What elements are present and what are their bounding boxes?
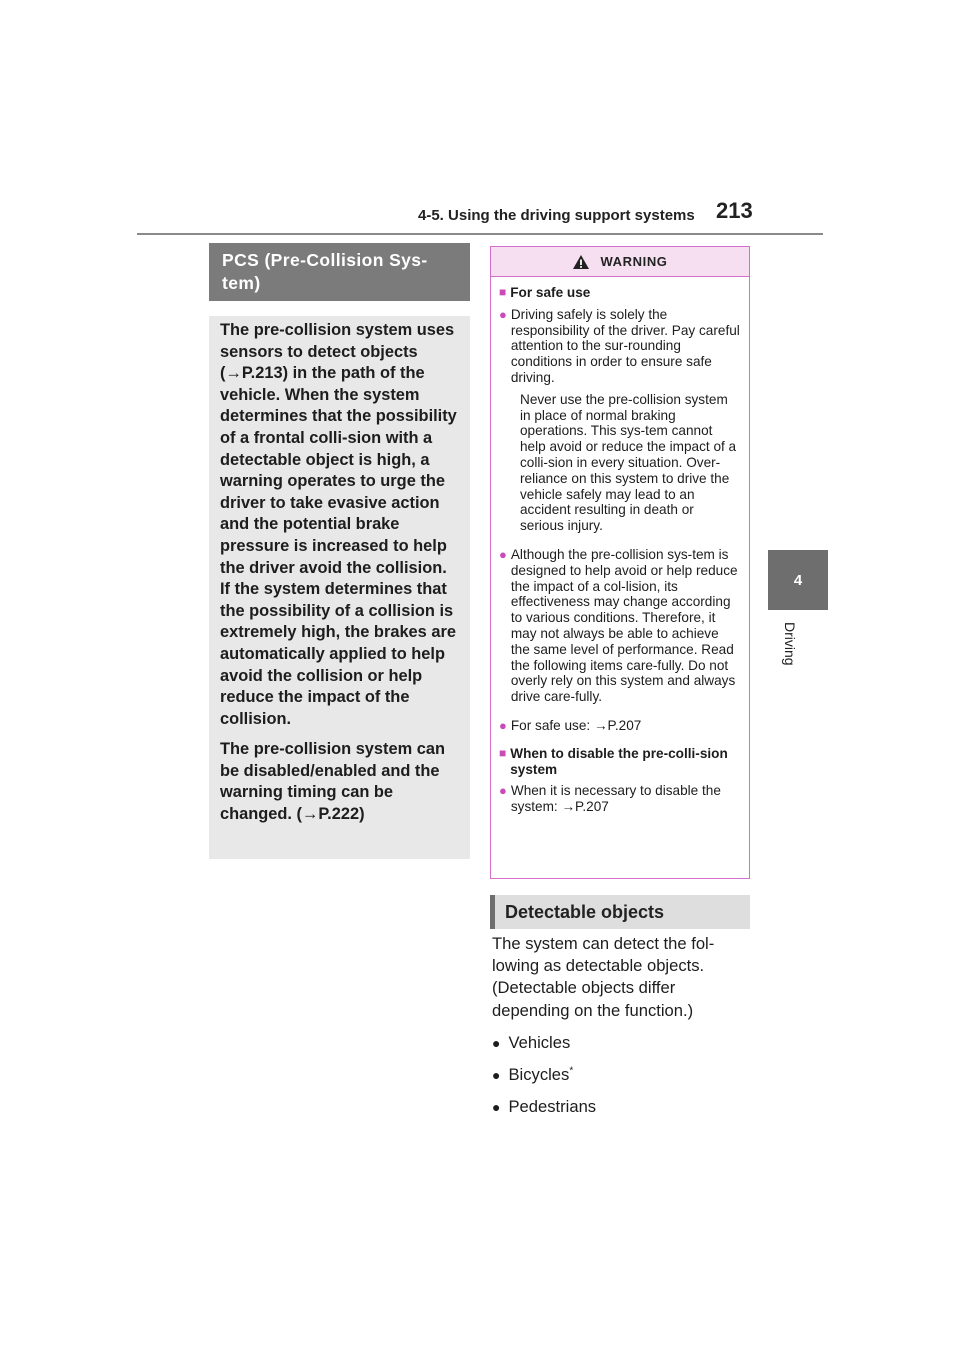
footnote-mark: * (569, 1065, 574, 1077)
chapter-tab[interactable] (768, 550, 828, 610)
bullet-icon: ● (492, 1035, 501, 1051)
warning-box (490, 246, 750, 879)
chapter-label: Driving (782, 622, 798, 666)
warning-triangle-icon (572, 254, 590, 270)
chapter-number: 4 (793, 571, 803, 589)
warning-title: WARNING (600, 254, 668, 269)
warning-header (491, 247, 749, 277)
list-item: ● Pedestrians (492, 1097, 597, 1116)
square-bullet-icon: ■ (499, 745, 507, 760)
detectable-objects-list (492, 1027, 596, 1123)
circle-bullet-icon: ● (499, 306, 507, 322)
warning-bullet: ● Although the pre-collision sys-tem is designed to help avoid or help reduce the impact of a col-lision, its effectiveness may change according to various conditions. Therefore, it may not always be able to achieve the same level of performance. Read the following items care-fully. Do not overly rely on this system and always drive care-fully. (499, 546, 738, 705)
page-number: 213 (716, 198, 753, 223)
warning-subheading: ■ For safe use (499, 285, 591, 300)
pcs-paragraph: The pre-collision system uses sensors to detect objects (→P.213) in the path of the vehicle. When the system determines that the possibility of a frontal colli-sion with a detectable object is high, a warning operates to urge the driver to take evasive action and the potential brake pressure is increased to help the driver avoid the collision. If the system determines that the possibility of a collision is extremely high, the brakes are automatically applied to help avoid the collision or help reduce the impact of the collision. (220, 321, 457, 728)
bullet-icon: ● (492, 1099, 501, 1115)
list-item: ● Bicycles* (492, 1065, 574, 1084)
pcs-summary-box (209, 316, 470, 859)
square-bullet-icon: ■ (499, 285, 507, 299)
list-item: ● Vehicles (492, 1033, 571, 1052)
pcs-section-title: PCS (Pre-Collision Sys-tem) (209, 243, 470, 301)
circle-bullet-icon: ● (499, 783, 507, 799)
warning-indented-text: Never use the pre-collision system in place of normal braking operations. This sys-tem cannot help avoid or reduce the impact of a colli-sion in every situation. Over-reliance on this system to drive the vehicle safely may lead to an accident resulting in death or serious injury. (520, 391, 737, 534)
header-divider (137, 233, 823, 235)
detectable-objects-intro: The system can detect the fol-lowing as detectable objects. (Detectable objects differ depending on the function.) (492, 934, 715, 1020)
warning-bullet: ● Driving safely is solely the responsibility of the driver. Pay careful attention to the sur-rounding conditions in order to ensure safe driving. (499, 306, 740, 385)
bullet-icon: ● (492, 1067, 501, 1083)
warning-bullet: ● For safe use: →P.207 (499, 717, 642, 733)
detectable-objects-title: Detectable objects (490, 895, 750, 929)
circle-bullet-icon: ● (499, 546, 507, 562)
warning-bullet: ● When it is necessary to disable the system: →P.207 (499, 783, 721, 815)
circle-bullet-icon: ● (499, 717, 507, 733)
warning-subheading: ■ When to disable the pre-colli-sion system (499, 745, 728, 777)
section-title: 4-5. Using the driving support systems (418, 207, 695, 224)
pcs-paragraph: The pre-collision system can be disabled/enabled and the warning timing can be changed. (→P.222) (220, 740, 445, 824)
